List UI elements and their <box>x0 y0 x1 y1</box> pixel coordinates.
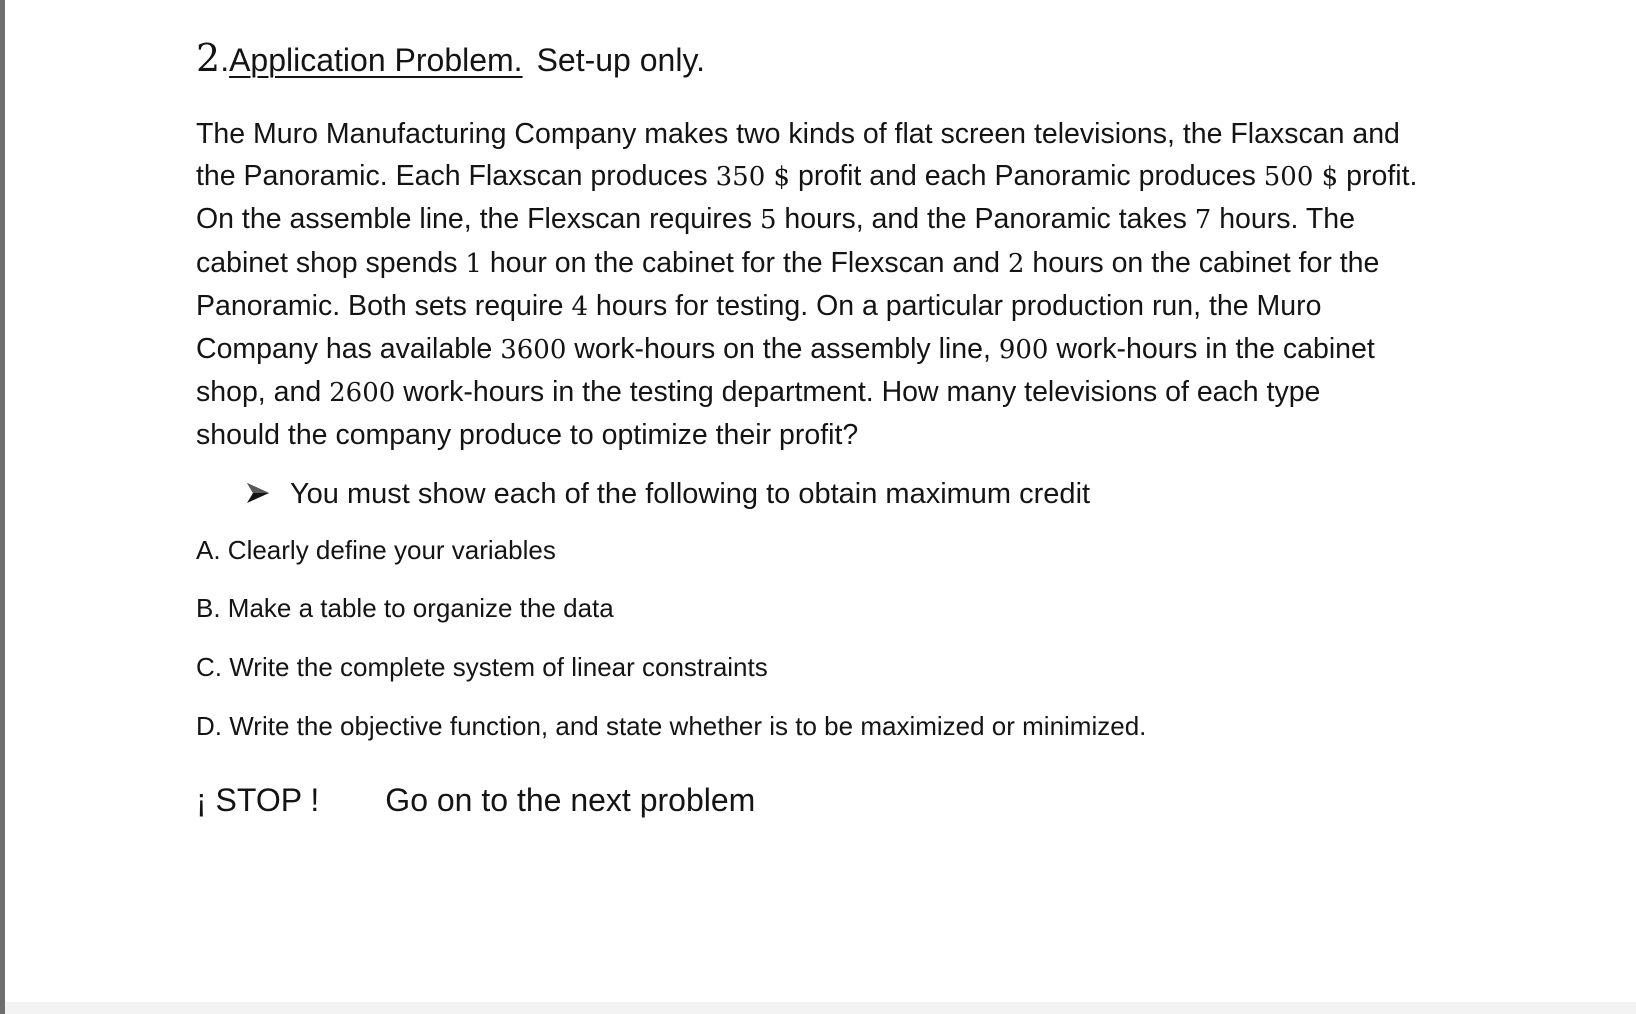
requirement-d: D. Write the objective function, and state whether is to be maximized or minimized. <box>196 711 1147 741</box>
stop-label: ¡ STOP ! <box>196 782 320 818</box>
instruction-bullet <box>246 474 1090 515</box>
statement-line: shop, and 2600 work-hours in the testing department. How many televisions of each type <box>196 376 1321 409</box>
statement-line: cabinet shop spends 1 hour on the cabinet for the Flexscan and 2 hours on the cabinet for the <box>196 246 1380 279</box>
stop-notice <box>196 780 755 820</box>
statement-line: Panoramic. Both sets require 4 hours for testing. On a particular production run, the Muro <box>196 289 1322 322</box>
problem-number-dot: . <box>220 42 230 78</box>
requirement-b: B. Make a table to organize the data <box>196 593 614 623</box>
panoramic-profit-value: 500 <box>1263 162 1314 193</box>
instruction-text: You must show each of the following to obtain maximum credit <box>290 478 1091 510</box>
problem-title <box>196 38 705 80</box>
problem-subheading: Set-up only. <box>536 42 705 78</box>
window-left-edge <box>0 0 5 1014</box>
next-problem-text: Go on to the next problem <box>385 782 756 818</box>
requirement-c: C. Write the complete system of linear constraints <box>196 652 768 682</box>
statement-line: The Muro Manufacturing Company makes two kinds of flat screen televisions, the Flaxscan and <box>196 118 1400 150</box>
statement-line: should the company produce to optimize their profit? <box>196 419 859 452</box>
problem-statement <box>196 113 1456 457</box>
requirement-a: A. Clearly define your variables <box>196 535 556 565</box>
flaxscan-profit-value: 350 <box>715 162 766 193</box>
statement-line: Company has available 3600 work-hours on the assembly line, 900 work-hours in the cabinet <box>196 333 1375 366</box>
arrow-bullet-icon <box>246 475 290 515</box>
problem-heading: Application Problem. <box>229 42 523 78</box>
problem-number: 2 <box>196 36 221 80</box>
page-bottom-strip <box>5 1002 1636 1014</box>
statement-line: the Panoramic. Each Flaxscan produces 350 $ profit and each Panoramic produces 500 $ profit. <box>196 160 1418 193</box>
statement-line: On the assemble line, the Flexscan requires 5 hours, and the Panoramic takes 7 hours. The <box>196 203 1355 236</box>
